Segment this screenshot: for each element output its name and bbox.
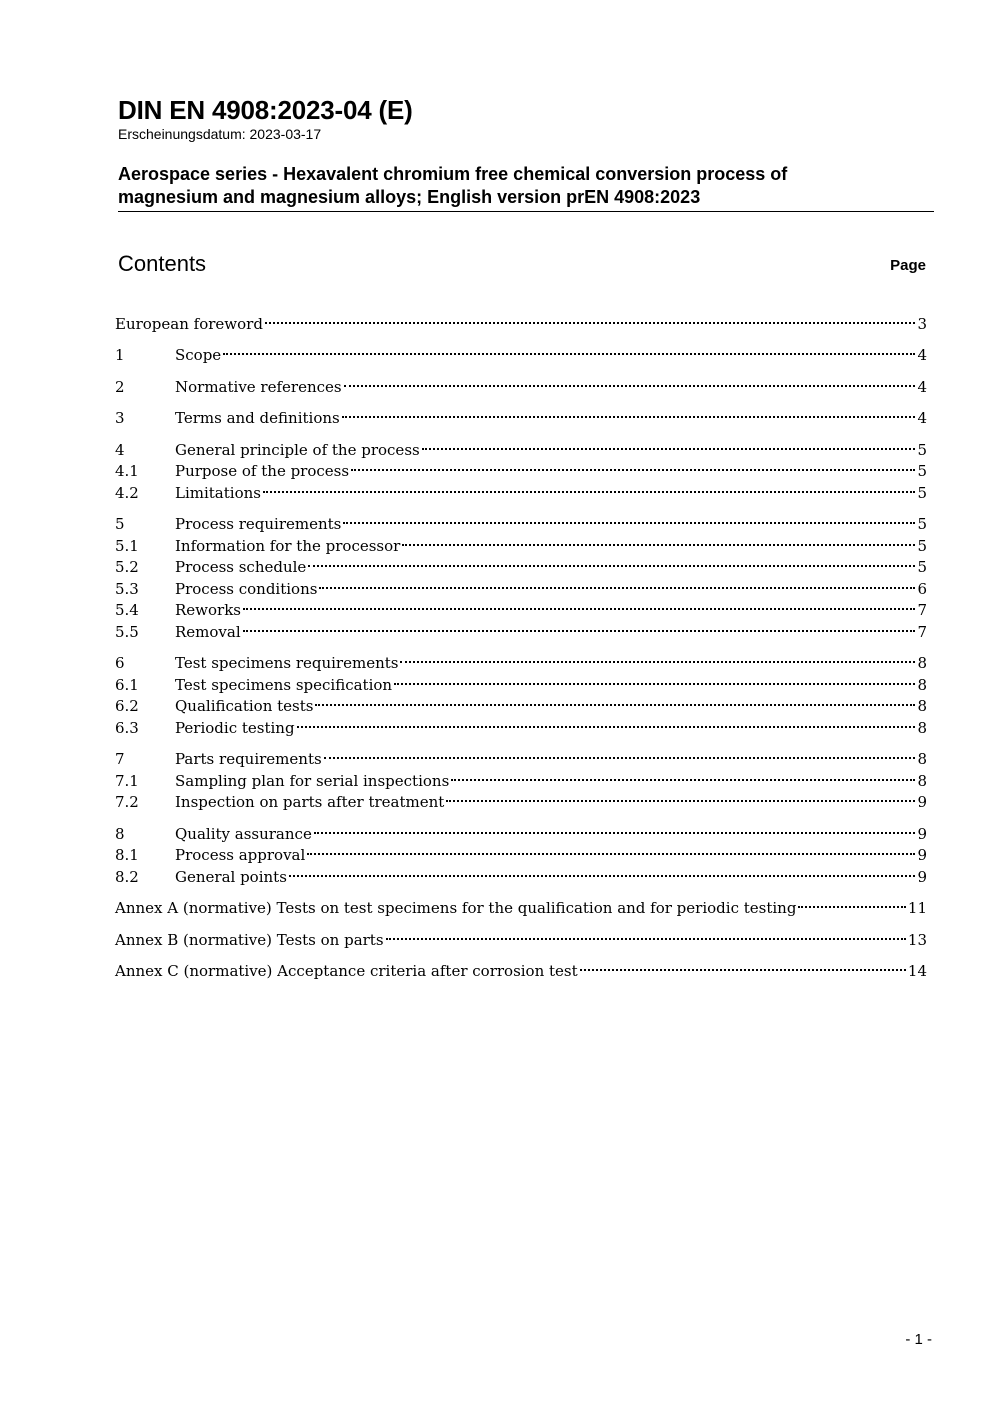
toc-entry-page: 5 [917, 536, 927, 555]
toc-dot-leader [307, 839, 915, 861]
toc-entry-page: 3 [917, 314, 927, 333]
toc-entry-label: Normative references [175, 377, 342, 396]
toc-entry-number: 5.5 [115, 622, 139, 641]
toc-entry-label: Test specimens requirements [175, 654, 399, 672]
toc-entry-label: European foreword [115, 314, 263, 333]
contents-heading: Contents [118, 251, 207, 276]
toc-entry-1[interactable] [115, 339, 927, 364]
toc-entry-page: 5 [917, 515, 927, 533]
toc-entry-number: 6.3 [115, 718, 139, 737]
toc-dot-leader [223, 339, 915, 361]
toc-entry-page: 8 [917, 675, 927, 694]
toc-dot-leader [289, 860, 916, 882]
toc-dot-leader [580, 955, 906, 977]
document-title-line-1: Aerospace series - Hexavalent chromium free chemical conversion process of [118, 164, 788, 184]
toc-entry-page: 11 [907, 899, 927, 917]
toc-entry-page: 4 [917, 409, 927, 427]
document-header [118, 94, 934, 212]
page-column-label: Page [890, 257, 926, 274]
toc-entry-label: Purpose of the process [175, 462, 350, 480]
toc-entry-label: Annex A (normative) Tests on test specimens for the qualification and for periodic testing [115, 899, 797, 917]
toc-entry-number: 5.4 [115, 601, 139, 619]
toc-entry-page: 9 [917, 824, 927, 843]
document-id: DIN EN 4908:2023-04 (E) [118, 95, 413, 125]
toc-entry-page: 14 [907, 962, 927, 980]
toc-entry-page: 5 [917, 440, 927, 459]
toc-entry-page: 4 [917, 377, 927, 396]
footer-page-number: - 1 - [905, 1331, 932, 1348]
toc-entry-label: Information for the processor [175, 536, 401, 555]
toc-entry-page: 7 [917, 622, 927, 641]
toc-entry-number: 4.1 [115, 462, 139, 480]
toc-dot-leader [308, 551, 915, 573]
document-title [118, 163, 934, 212]
toc-entry-2[interactable] [115, 370, 927, 396]
toc-dot-leader [297, 711, 916, 733]
toc-entry-page: 13 [907, 930, 927, 949]
toc-entry-label: Inspection on parts after treatment [175, 793, 445, 811]
toc-entry-annex-a[interactable] [115, 892, 927, 917]
toc-entry-number: 6 [115, 654, 125, 672]
toc-entry-number: 7.2 [115, 793, 139, 811]
toc-entry-page: 8 [917, 750, 927, 768]
toc-entry-page: 7 [917, 601, 927, 619]
toc-entry-number: 3 [115, 409, 125, 427]
toc-entry-page: 6 [917, 579, 927, 598]
toc-entry-label: Test specimens specification [175, 675, 393, 694]
toc-dot-leader [386, 923, 906, 945]
toc-entry-number: 6.1 [115, 675, 139, 694]
toc-entry-3[interactable] [115, 402, 927, 427]
toc-entry-number: 1 [115, 346, 125, 364]
toc-entry-page: 5 [917, 462, 927, 480]
toc-entry-number: 5.2 [115, 558, 139, 576]
toc-entry-label: Reworks [175, 601, 241, 619]
toc-entry-label: Periodic testing [175, 718, 295, 737]
toc-dot-leader [314, 817, 916, 839]
toc-entry-page: 9 [917, 793, 927, 811]
toc-entry-label: General points [175, 867, 287, 886]
toc-entry-number: 5 [115, 515, 125, 533]
toc-entry-number: 6.2 [115, 697, 139, 715]
toc-entry-page: 8 [917, 771, 927, 790]
toc-dot-leader [394, 668, 915, 690]
toc-entry-number: 5.1 [115, 536, 139, 555]
toc-dot-leader [344, 370, 916, 392]
toc-dot-leader [446, 786, 915, 808]
toc-entry-5[interactable] [115, 508, 927, 533]
toc-dot-leader [402, 529, 915, 551]
publication-date: Erscheinungsdatum: 2023-03-17 [118, 126, 322, 142]
toc-entry-annex-b[interactable] [115, 923, 927, 949]
toc-dot-leader [400, 647, 915, 669]
toc-entry-label: Terms and definitions [175, 409, 340, 427]
toc-entry-label: Process requirements [175, 515, 342, 533]
toc-dot-leader [451, 764, 915, 786]
toc-entry-label: Process conditions [175, 579, 318, 598]
toc-entry-number: 7 [115, 750, 125, 768]
toc-entry-label: General principle of the process [175, 440, 420, 459]
toc-entry-page: 8 [917, 654, 927, 672]
toc-entry-page: 5 [917, 483, 927, 502]
toc-entry-page: 9 [917, 846, 927, 864]
toc-entry-label: Removal [175, 622, 241, 641]
document-title-line-2: magnesium and magnesium alloys; English version prEN 4908:2023 [118, 187, 701, 207]
toc-entry-page: 8 [917, 697, 927, 715]
toc-entry-number: 8.2 [115, 867, 139, 886]
toc-entry-label: Sampling plan for serial inspections [175, 771, 450, 790]
toc-entry-number: 2 [115, 377, 125, 396]
toc-entry-label: Annex C (normative) Acceptance criteria after corrosion test [115, 962, 578, 980]
toc-dot-leader [351, 455, 915, 477]
toc-entry-number: 5.3 [115, 579, 139, 598]
toc-entry-label: Process schedule [175, 558, 307, 576]
toc-entry-foreword[interactable] [115, 307, 927, 333]
toc-dot-leader [243, 594, 915, 616]
toc-entry-number: 4 [115, 440, 125, 459]
toc-entry-label: Scope [175, 346, 222, 364]
toc-entry-page: 9 [917, 867, 927, 886]
toc-entry-page: 8 [917, 718, 927, 737]
toc-entry-label: Limitations [175, 483, 261, 502]
toc-dot-leader [315, 690, 915, 712]
toc-entry-number: 7.1 [115, 771, 139, 790]
toc-dot-leader [263, 476, 915, 498]
toc-entry-annex-c[interactable] [115, 955, 927, 980]
toc-entry-label: Process approval [175, 846, 306, 864]
toc-entry-page: 5 [917, 558, 927, 576]
toc-dot-leader [342, 402, 916, 424]
toc-entry-8[interactable] [115, 817, 927, 843]
toc-entry-7[interactable] [115, 743, 927, 768]
toc-entry-label: Annex B (normative) Tests on parts [115, 930, 384, 949]
table-of-contents [115, 307, 927, 980]
toc-dot-leader [265, 307, 916, 329]
toc-entry-number: 8 [115, 824, 125, 843]
toc-dot-leader [243, 615, 916, 637]
toc-entry-label: Qualification tests [175, 697, 314, 715]
toc-entry-page: 4 [917, 346, 927, 364]
toc-entry-4[interactable] [115, 433, 927, 459]
toc-entry-label: Quality assurance [175, 824, 312, 843]
toc-dot-leader [343, 508, 915, 530]
toc-entry-number: 4.2 [115, 483, 139, 502]
toc-dot-leader [798, 892, 905, 914]
toc-dot-leader [319, 572, 915, 594]
toc-entry-6[interactable] [115, 647, 927, 672]
toc-entry-number: 8.1 [115, 846, 139, 864]
toc-dot-leader [422, 433, 916, 455]
toc-dot-leader [324, 743, 916, 765]
toc-entry-label: Parts requirements [175, 750, 322, 768]
